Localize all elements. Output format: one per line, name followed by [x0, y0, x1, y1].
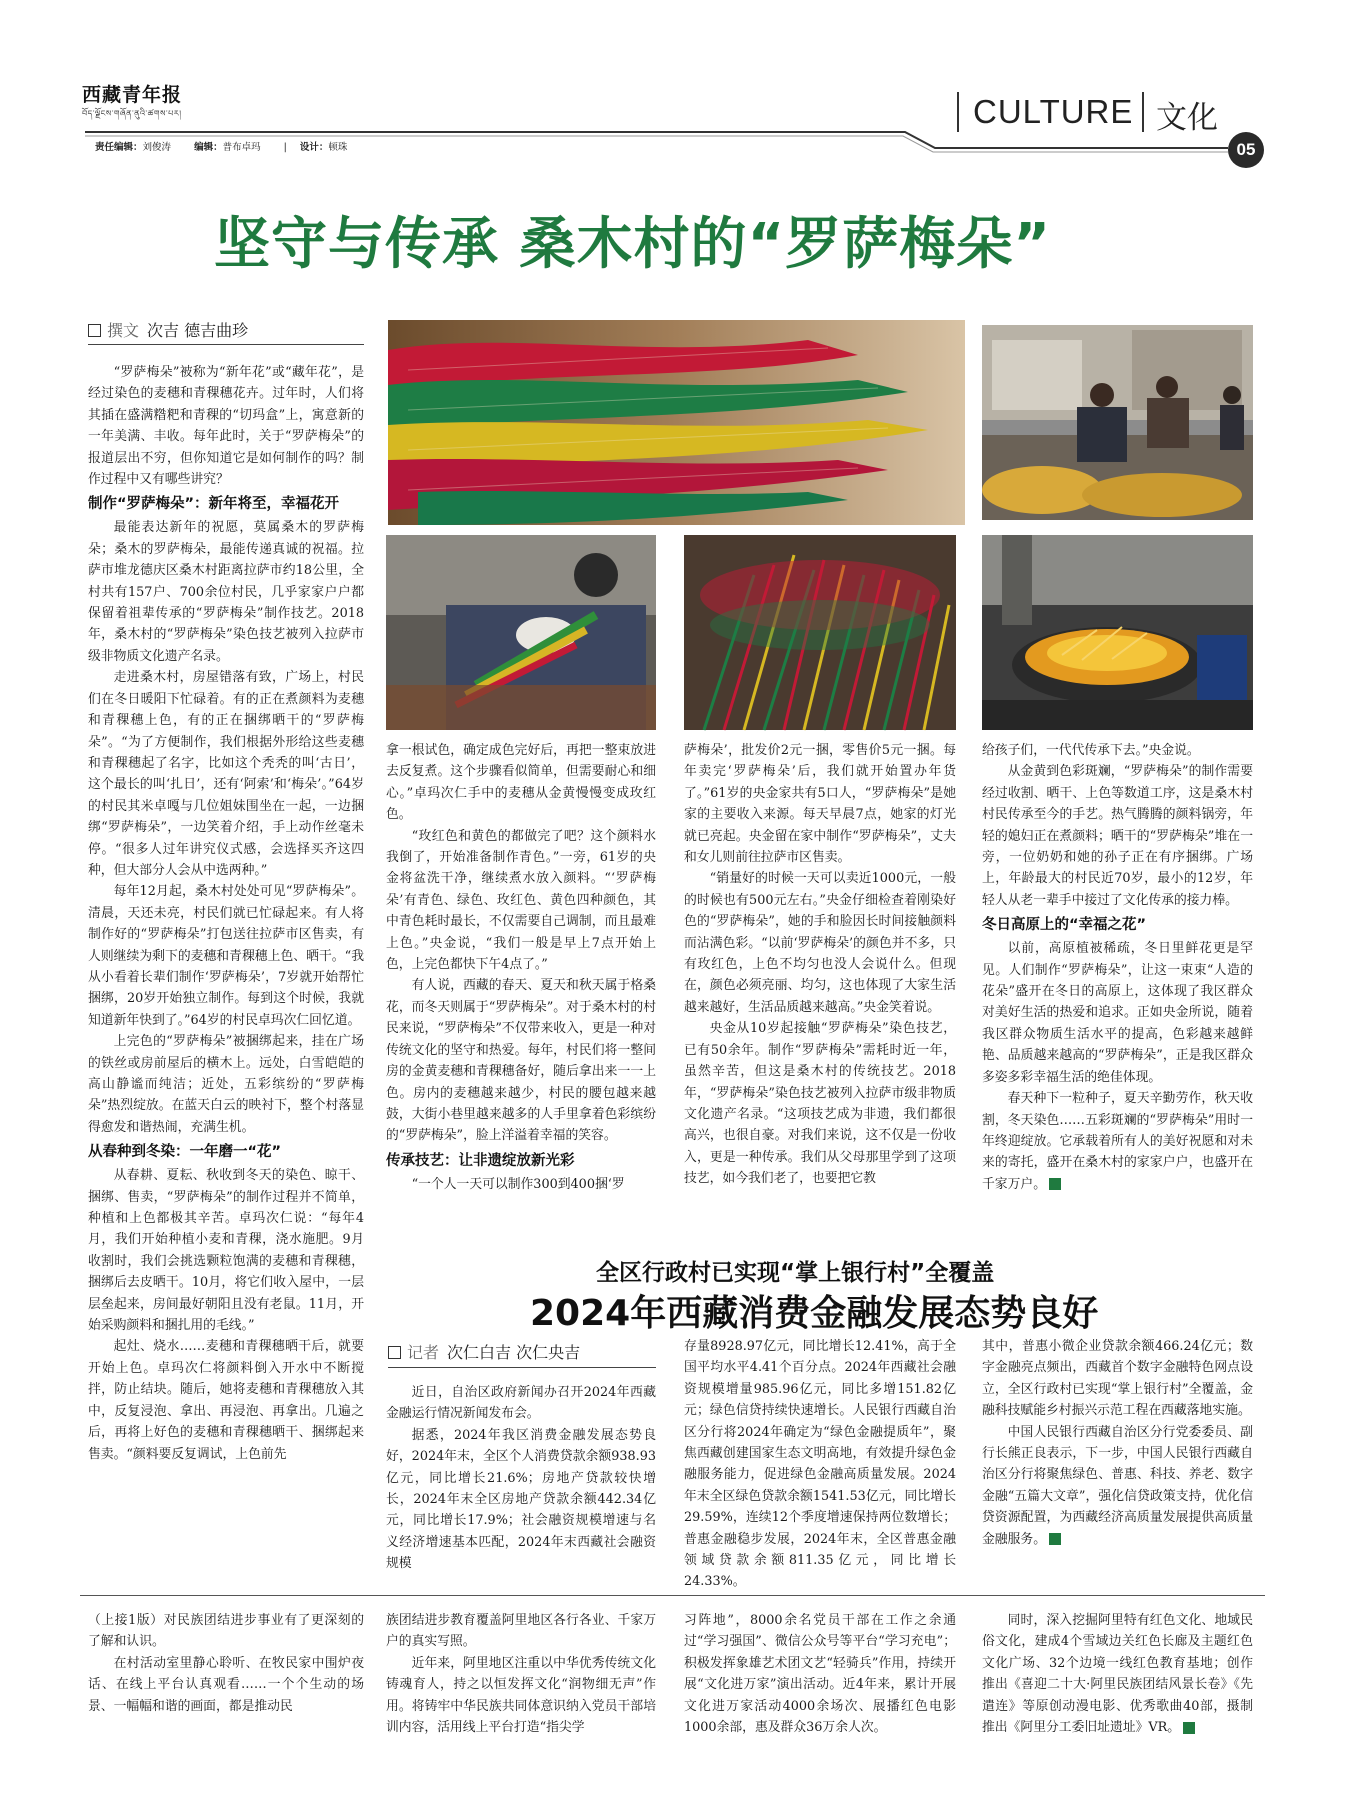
body-paragraph: 近年来，阿里地区注重以中华优秀传统文化铸魂育人，持之以恒发挥文化“润物细无声”作用。将铸牢中华民族共同体意识纳入党员干部培训内容，活用线上平台打造“指尖学 — [386, 1655, 656, 1736]
article2-headline: 2024年西藏消费金融发展态势良好 — [530, 1293, 1099, 1334]
body-paragraph: “一个人一天可以制作300到400捆‘罗 — [411, 1176, 625, 1192]
body-paragraph: 在村活动室里静心聆听、在牧民家中围炉夜话、在线上平台认真观看……一个个生动的场景、一幅幅和谐的画面，都是推动民 — [88, 1655, 364, 1714]
byline-label: 记者 — [407, 1343, 440, 1362]
body-paragraph: 以前，高原植被稀疏，冬日里鲜花更是罕见。人们制作“罗萨梅朵”，让这一束束“人造的花朵”盛开在冬日的高原上，这体现了我区群众对美好生活的热爱和追求。正如央金所说，随着我区群众物质生活水平的提高，色彩越来越鲜艳、品质越来越高的“罗萨梅朵”，正是我区群众多姿多彩幸福生活的绝佳体现。 — [982, 941, 1253, 1085]
page-number: 05 — [1228, 132, 1264, 168]
body-paragraph: 春天种下一粒种子，夏天辛勤劳作，秋天收割，冬天染色……五彩斑斓的“罗萨梅朵”用时一年终迎绽放。它承载着所有人的美好祝愿和对未来的寄托，盛开在桑木村的家家户户，也盛开在千家万户。 藏 — [982, 1091, 1253, 1192]
body-paragraph: 每年12月起，桑木村处处可见“罗萨梅朵”。清晨，天还未亮，村民们就已忙碌起来。有人将制作好的“罗萨梅朵”打包送往拉萨市区售卖，有人则继续为剩下的麦穗和青稞穗上色、晒干。“我从小看着长辈们制作‘罗萨梅朵’，7岁就开始帮忙捆绑，20岁开始独立制作。每到这个时候，我就知道新年快到了。”64岁的村民卓玛次仁回忆道。 — [88, 884, 364, 1028]
body-paragraph: 存量8928.97亿元，同比增长12.41%，高于全国平均水平4.41个百分点。2024年西藏社会融资规模增量985.96亿元，同比多增151.82亿元；绿色信贷持续快速增长。人民银行西藏自治区分行将2024年确定为“绿色金融提质年”，聚焦西藏创建国家生态文明高地，有效提升绿色金融服务能力，促进绿色金融高质量发展。2024年末全区绿色贷款余额1541.53亿元，同比增长29.59%，连续12个季度增速保持两位数增长；普惠金融稳步发展，2024年末，全区普惠金融领域贷款余额811.35亿元，同比增长24.33%。 — [684, 1339, 956, 1590]
article2-col3 — [982, 1336, 1253, 1586]
photo-dye-pot — [982, 535, 1253, 730]
body-paragraph: 中国人民银行西藏自治区分行党委委员、副行长熊正良表示，下一步，中国人民银行西藏自治区分行将聚焦绿色、普惠、科技、养老、数字金融“五篇大文章”，强化信贷政策支持，优化信贷资源配置，为西藏经济高质量发展提供高质量金融服务。 藏 — [982, 1424, 1253, 1547]
body-paragraph: 有人说，西藏的春天、夏天和秋天属于格桑花，而冬天则属于“罗萨梅朵”。对于桑木村的村民来说，“罗萨梅朵”不仅带来收入，更是一种对传统文化的坚守和热爱。每年，村民们将一整间房的金黄麦穗和青稞穗备好，随后拿出来一一上色。房内的麦穗越来越少，村民的腰包越来越鼓，大街小巷里越来越多的人手里拿着色彩缤纷的“罗萨梅朵”，脸上洋溢着幸福的笑容。 — [386, 978, 656, 1144]
byline-rule — [88, 344, 364, 345]
body-paragraph: 起灶、烧水……麦穗和青稞穗晒干后，就要开始上色。卓玛次仁将颜料倒入开水中不断搅拌，防止结块。随后，她将麦穗和青稞穗放入其中，反复浸泡、拿出、再浸泡、再拿出。几遍之后，再将上好色的麦穗和青稞穗晒干、捆绑起来售卖。“颜料要反复调试，上色前先 — [88, 1339, 364, 1462]
article-end-mark: 藏 — [1049, 1178, 1061, 1190]
byline-names: 次吉 德吉曲珍 — [147, 321, 249, 340]
article1-col1 — [88, 362, 364, 1462]
body-paragraph: （上接1版）对民族团结进步事业有了更深刻的了解和认识。 — [88, 1613, 364, 1650]
header-rule — [0, 0, 1350, 170]
continued-col3 — [684, 1610, 956, 1790]
masthead-tibetan: བོད་ལྗོངས་གཞོན་ནུའི་ཚགས་པར། — [82, 109, 182, 118]
credits-separator: | — [283, 142, 287, 153]
section-title-zh: 文化 — [1156, 100, 1218, 136]
body-paragraph: 习阵地”，8000余名党员干部在工作之余通过“学习强国”、微信公众号等平台“学习充电”；积极发挥象雄艺术团文艺“轻骑兵”作用，持续开展“文化进万家”演出活动。近4年来，累计开展文化进万家活动4000余场次、展播红色电影1000余部，惠及群众36万余人次。 — [684, 1613, 956, 1736]
photo-dyed-bundles — [684, 535, 956, 730]
byline-rule — [388, 1367, 656, 1368]
body-paragraph: 拿一根试色，确定成色完好后，再把一整束放进去反复煮。这个步骤看似简单，但需要耐心和细心。”卓玛次仁手中的麦穗从金黄慢慢变成玫红色。 — [386, 743, 656, 823]
body-paragraph: 央金从10岁起接触“罗萨梅朵”染色技艺，已有50余年。制作“罗萨梅朵”需耗时近一年，虽然辛苦，但这是桑木村的传统技艺。2018年，“罗萨梅朵”染色技艺被列入拉萨市级非物质文化遗产名录。“这项技艺成为非遗，我们都很高兴，也很自豪。对我们来说，这不仅是一份收入，更是一种传承。我们从父母那里学到了这项技艺，如今我们老了，也要把它教 — [684, 1021, 956, 1187]
photo-colorful-wheat-ears — [388, 320, 965, 525]
photo-villagers-bundling — [982, 325, 1253, 520]
article1-col3 — [684, 740, 956, 1220]
article1-col2 — [386, 740, 656, 1220]
article2-col2 — [684, 1336, 956, 1590]
article2-subhead: 全区行政村已实现“掌上银行村”全覆盖 — [596, 1260, 995, 1286]
body-paragraph: “销量好的时候一天可以卖近1000元，一般的时候也有500元左右。”央金仔细检查着刚染好色的“罗萨梅朵”，她的手和脸因长时间接触颜料而沾满色彩。“以前‘罗萨梅朵’的颜色并不多，只有玫红色，上色不均匀也没人会说什么。但现在，颜色必须亮丽、均匀，这也体现了大家生活越来越好，生活品质越来越高。”央金笑着说。 — [684, 871, 956, 1015]
continued-col1 — [88, 1610, 364, 1790]
design-name: 顿珠 — [328, 142, 348, 153]
continued-col4 — [982, 1610, 1253, 1790]
editor-label: 责任编辑： — [95, 142, 143, 153]
article-end-mark: 藏 — [1183, 1722, 1195, 1734]
section-heading: 制作“罗萨梅朵”：新年将至，幸福花开 — [88, 496, 340, 513]
body-paragraph: 上完色的“罗萨梅朵”被捆绑起来，挂在广场的铁丝或房前屋后的横木上。远处，白雪皑皑的高山静谧而纯洁；近处，五彩缤纷的“罗萨梅朵”热烈绽放。在蓝天白云的映衬下，整个村落显得愈发和谐热闹，充满生机。 — [88, 1034, 364, 1135]
article2-byline — [388, 1340, 580, 1363]
body-paragraph: 族团结进步教育覆盖阿里地区各行各业、千家万户的真实写照。 — [386, 1613, 656, 1650]
editor2-label: 编辑： — [194, 142, 223, 153]
article1-col4 — [982, 740, 1253, 1220]
section-heading: 冬日高原上的“幸福之花” — [982, 917, 1147, 934]
body-paragraph: “玫红色和黄色的都做完了吧？这个颜料水我倒了，开始准备制作青色。”一旁，61岁的央金将盆洗干净，继续煮水放入颜料。“‘罗萨梅朵’有青色、绿色、玫红色、黄色四种颜色，其中青色耗时最长，不仅需要自己调制，而且最难上色。”央金说，“我们一般是早上7点开始上色，上完色都快下午4点了。” — [386, 828, 656, 973]
section-heading: 从春种到冬染：一年磨一“花” — [88, 1144, 282, 1161]
masthead-logo: 西藏青年报 — [82, 84, 183, 106]
body-paragraph: 从金黄到色彩斑斓，“罗萨梅朵”的制作需要经过收割、晒干、上色等数道工序，这是桑木村村民传承至今的手艺。热气腾腾的颜料锅旁，年轻的媳妇正在煮颜料；晒干的“罗萨梅朵”堆在一旁，一位奶奶和她的孙子正在有序捆绑。广场上，年龄最大的村民近70岁，最小的12岁，年轻人从老一辈手中接过了文化传承的接力棒。 — [982, 764, 1253, 908]
section-divider-line — [80, 1595, 1265, 1596]
body-paragraph: 萨梅朵’，批发价2元一捆，零售价5元一捆。每年卖完‘罗萨梅朵’后，我们就开始置办年货了。”61岁的央金家共有5口人，“罗萨梅朵”是她家的主要收入来源。每天早晨7点，她家的灯光就已亮起。央金留在家中制作“罗萨梅朵”，丈夫和女儿则前往拉萨市区售卖。 — [684, 743, 956, 866]
pen-icon — [88, 324, 101, 337]
section-divider — [957, 92, 959, 132]
continued-col2 — [386, 1610, 656, 1790]
body-paragraph: 给孩子们，一代代传承下去。”央金说。 — [982, 743, 1200, 758]
pen-icon — [388, 1346, 401, 1359]
editor-name: 刘俊涛 — [142, 142, 172, 153]
section-title-en: CULTURE — [973, 93, 1134, 130]
article-headline: 坚守与传承 桑木村的“罗萨梅朵” — [214, 212, 1052, 277]
design-label: 设计： — [299, 142, 329, 153]
photo-hands-dyeing-wheat — [386, 535, 656, 730]
article-end-mark: 藏 — [1049, 1533, 1061, 1545]
byline-names: 次仁白吉 次仁央吉 — [447, 1343, 581, 1362]
body-paragraph: 其中，普惠小微企业贷款余额466.24亿元；数字金融亮点频出，西藏首个数字金融特色网点设立，全区行政村已实现“掌上银行村”全覆盖，金融科技赋能乡村振兴示范工程在西藏落地实施。 — [982, 1339, 1253, 1419]
body-paragraph: 近日，自治区政府新闻办召开2024年西藏金融运行情况新闻发布会。 — [386, 1385, 656, 1422]
article-byline — [88, 318, 248, 341]
article2-col1 — [386, 1382, 656, 1582]
body-paragraph: 同时，深入挖掘阿里特有红色文化、地域民俗文化，建成4个雪域边关红色长廊及主题红色文化广场、32个边境一线红色教育基地；创作推出《喜迎二十大·阿里民族团结风景长卷》《先遣连》等原创动漫电影、优秀歌曲40部，摄制推出《阿里分工委旧址遗址》VR。 藏 — [982, 1613, 1253, 1736]
section-divider-2 — [1142, 92, 1144, 132]
body-paragraph: 最能表达新年的祝愿，莫属桑木的罗萨梅朵；桑木的罗萨梅朵，最能传递真诚的祝福。拉萨市堆龙德庆区桑木村距离拉萨市约18公里，全村共有157户、700余位村民，几乎家家户户都保留着祖辈传承的“罗萨梅朵”制作技艺。2018年，桑木村的“罗萨梅朵”染色技艺被列入拉萨市级非物质文化遗产名录。 — [88, 520, 364, 664]
body-paragraph: 据悉，2024年我区消费金融发展态势良好，2024年末，全区个人消费贷款余额938.93亿元，同比增长21.6%；房地产贷款较快增长，2024年末全区房地产贷款余额442.34亿元，同比增长17.9%；社会融资规模增速与名义经济增速基本匹配，2024年末西藏社会融资规模 — [386, 1427, 656, 1572]
body-paragraph: 从春耕、夏耘、秋收到冬天的染色、晾干、捆绑、售卖，“罗萨梅朵”的制作过程并不简单，种植和上色都极其辛苦。卓玛次仁说：“每年4月，我们开始种植小麦和青稞，浇水施肥。9月收割时，我们会挑选颗粒饱满的麦穗和青稞穗，捆绑后去皮晒干。10月，将它们收入屋中，一层层垒起来，房间最好朝阳且没有老鼠。11月，开始采购颜料和捆扎用的毛线。” — [88, 1168, 364, 1334]
editor2-name: 普布卓玛 — [222, 142, 261, 153]
body-paragraph: “罗萨梅朵”被称为“新年花”或“藏年花”，是经过染色的麦穗和青稞穗花卉。过年时，人们将其插在盛满糌粑和青稞的“切玛盒”上，寓意新的一年美满、丰收。每年此时，关于“罗萨梅朵”的报道层出不穷，但你知道它是如何制作的吗？制作过程中又有哪些讲究？ — [88, 365, 364, 488]
byline-label: 撰文 — [107, 321, 140, 340]
body-paragraph: 走进桑木村，房屋错落有致，广场上，村民们在冬日暖阳下忙碌着。有的正在煮颜料为麦穗和青稞穗上色，有的正在捆绑晒干的“罗萨梅朵”。“为了方便制作，我们根据外形给这些麦穗和青稞穗起了名字，比如这个秃秃的叫‘古日’，这个最长的叫‘扎日’，还有‘阿索’和‘梅朵’。”64岁的村民其米卓嘎与几位姐妹围坐在一起，一边捆绑“罗萨梅朵”，一边笑着介绍，手上动作丝毫未停。“很多人过年讲究仪式感，会选择买齐这四种，但大部分人会从中选两种。” — [88, 670, 364, 878]
section-heading: 传承技艺：让非遗绽放新光彩 — [386, 1152, 575, 1169]
